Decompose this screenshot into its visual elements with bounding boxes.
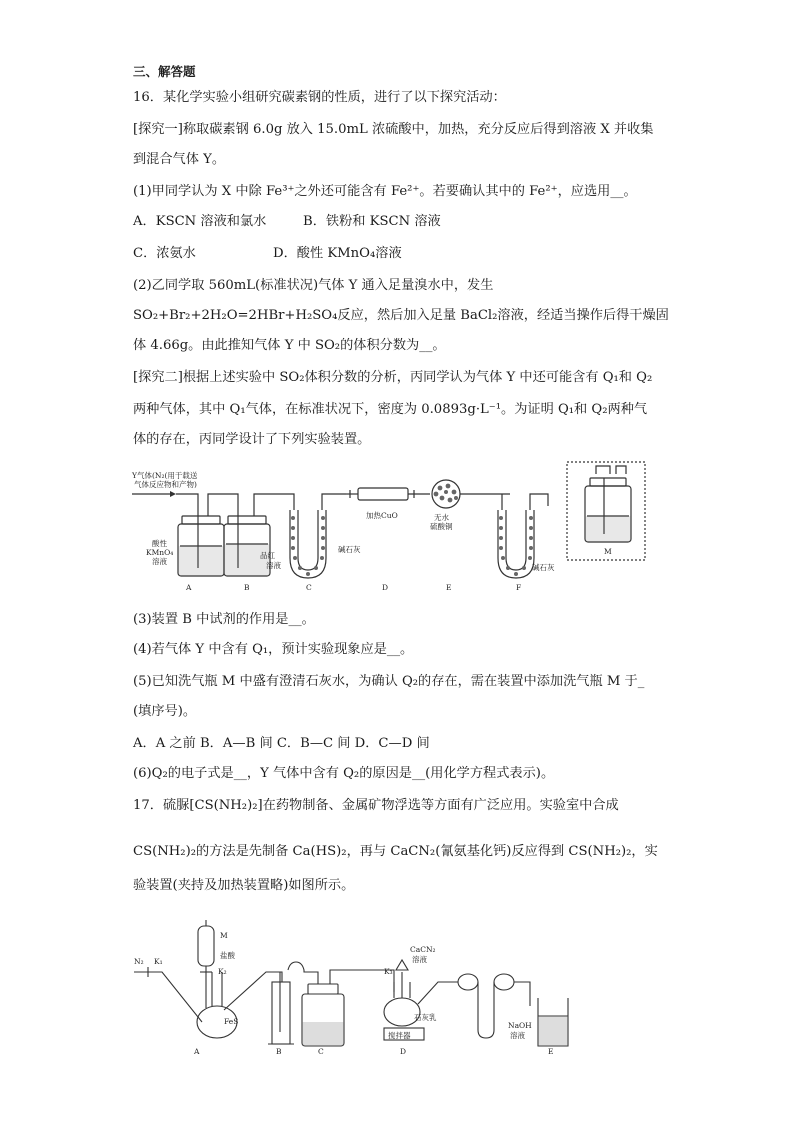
q16-part5-line1: (5)已知洗气瓶 M 中盛有澄清石灰水，为确认 Q₂的存在，需在装置中添加洗气瓶 M 于_ — [133, 674, 645, 689]
fig1-label-a: A — [186, 583, 192, 592]
fig1-label-d: D — [382, 583, 389, 592]
fig1-label-m: M — [604, 547, 612, 556]
fig1-label-f: F — [516, 583, 522, 592]
fig2-cacn2-label-1: CaCN₂ — [410, 945, 436, 954]
fig1-bottle-a-label-2: KMnO₄ — [146, 548, 174, 557]
fig2-label-e: E — [548, 1047, 554, 1056]
q16-explore2-line1: [探究二]根据上述实验中 SO₂体积分数的分析，丙同学认为气体 Y 中还可能含有 Q₁和 Q₂ — [133, 370, 653, 385]
option-d: D．酸性 KMnO₄溶液 — [273, 246, 402, 261]
q16-explore2-line2: 两种气体，其中 Q₁气体，在标准状况下，密度为 0.0893g·L⁻¹。为证明 Q₁和 Q₂两种气 — [133, 402, 648, 417]
q17-line2: CS(NH₂)₂的方法是先制备 Ca(HS)₂，再与 CaCN₂(氰氨基化钙)反应得到 CS(NH₂)₂，实 — [133, 844, 658, 859]
fig1-tube-d-label: 加热CuO — [366, 511, 398, 520]
fig2-label-a: A — [194, 1047, 200, 1056]
q16-part2-line2: SO₂+Br₂+2H₂O=2HBr+H₂SO₄反应，然后加入足量 BaCl₂溶液，经适当操作后得干燥固 — [133, 308, 669, 323]
fig2-naoh-label-1: NaOH — [508, 1021, 532, 1030]
q17-line1: 17．硫脲[CS(NH₂)₂]在药物制备、金属矿物浮选等方面有广泛应用。实验室中合成 — [133, 798, 619, 813]
fig1-label-b: B — [244, 583, 250, 592]
fig2-cacn2-label-2: 溶液 — [412, 955, 427, 964]
q16-part5-line2: (填序号)。 — [133, 704, 197, 719]
fig2-k2-label: K₂ — [218, 967, 227, 976]
q17-apparatus-figure — [132, 912, 572, 1060]
q16-apparatus-figure — [130, 458, 650, 598]
fig1-inlet-label-1: Y气体(N₂(用于载送 — [132, 471, 198, 480]
q16-explore1-line2: 到混合气体 Y。 — [133, 152, 226, 167]
q16-part1-options-ab — [133, 213, 441, 231]
fig2-fes-label: FeS — [224, 1017, 239, 1026]
fig2-m-label: M — [220, 931, 228, 940]
option-a: A．KSCN 溶液和氯水 — [133, 214, 267, 229]
fig2-label-d: D — [400, 1047, 407, 1056]
fig1-soda-lime-f: 碱石灰 — [532, 563, 555, 572]
q16-part3: (3)装置 B 中试剂的作用是__。 — [133, 612, 315, 627]
q16-part4: (4)若气体 Y 中含有 Q₁，预计实验现象应是__。 — [133, 642, 414, 657]
fig2-k1-label: K₁ — [154, 957, 163, 966]
fig1-bottle-a-label-3: 溶液 — [152, 557, 167, 566]
fig1-bulb-e-label-1: 无水 — [434, 513, 449, 522]
option-b: B．铁粉和 KSCN 溶液 — [303, 214, 441, 229]
fig2-hcl-label: 盐酸 — [220, 951, 235, 960]
fig2-label-c: C — [318, 1047, 324, 1056]
q16-explore1-line1: [探究一]称取碳素钢 6.0g 放入 15.0mL 浓硫酸中，加热，充分反应后得到溶液 X 并收集 — [133, 122, 654, 137]
q16-explore2-line3: 体的存在，丙同学设计了下列实验装置。 — [133, 432, 371, 447]
section-title: 三、解答题 — [133, 64, 196, 79]
fig2-naoh-label-2: 溶液 — [510, 1031, 525, 1040]
q16-part2-line3: 体 4.66g。由此推知气体 Y 中 SO₂的体积分数为__。 — [133, 338, 446, 353]
fig1-label-c: C — [306, 583, 312, 592]
fig2-lime-label: 石灰乳 — [414, 1013, 437, 1022]
fig1-label-e: E — [446, 583, 452, 592]
fig2-n2-label: N₂ — [134, 957, 144, 966]
q16-intro: 16．某化学实验小组研究碳素钢的性质，进行了以下探究活动： — [133, 90, 506, 105]
fig1-bottle-b-label-2: 溶液 — [266, 561, 281, 570]
fig1-bottle-b-label-1: 品红 — [260, 551, 275, 560]
fig1-bulb-e-label-2: 硫酸铜 — [430, 522, 453, 531]
fig2-stirrer-label: 搅拌器 — [388, 1031, 411, 1040]
q16-part5-options: A．A 之前 B．A—B 间 C．B—C 间 D．C—D 间 — [133, 736, 430, 751]
fig1-inlet-label-2: 气体反应物和产物) — [134, 480, 197, 489]
fig2-k3-label: K₃ — [384, 967, 393, 976]
q17-line3: 验装置(夹持及加热装置略)如图所示。 — [133, 878, 355, 893]
option-c: C．浓氨水 — [133, 246, 196, 261]
fig1-soda-lime-c: 碱石灰 — [338, 545, 361, 554]
q16-part1: (1)甲同学认为 X 中除 Fe³⁺之外还可能含有 Fe²⁺。若要确认其中的 Fe²⁺，应选用__。 — [133, 184, 637, 199]
fig1-bottle-a-label-1: 酸性 — [152, 539, 167, 548]
q16-part1-options-cd — [133, 245, 402, 263]
q16-part2-line1: (2)乙同学取 560mL(标准状况)气体 Y 通入足量溴水中，发生 — [133, 278, 494, 293]
q16-part6: (6)Q₂的电子式是__，Y 气体中含有 Q₂的原因是__(用化学方程式表示)。 — [133, 766, 555, 781]
fig2-label-b: B — [276, 1047, 282, 1056]
